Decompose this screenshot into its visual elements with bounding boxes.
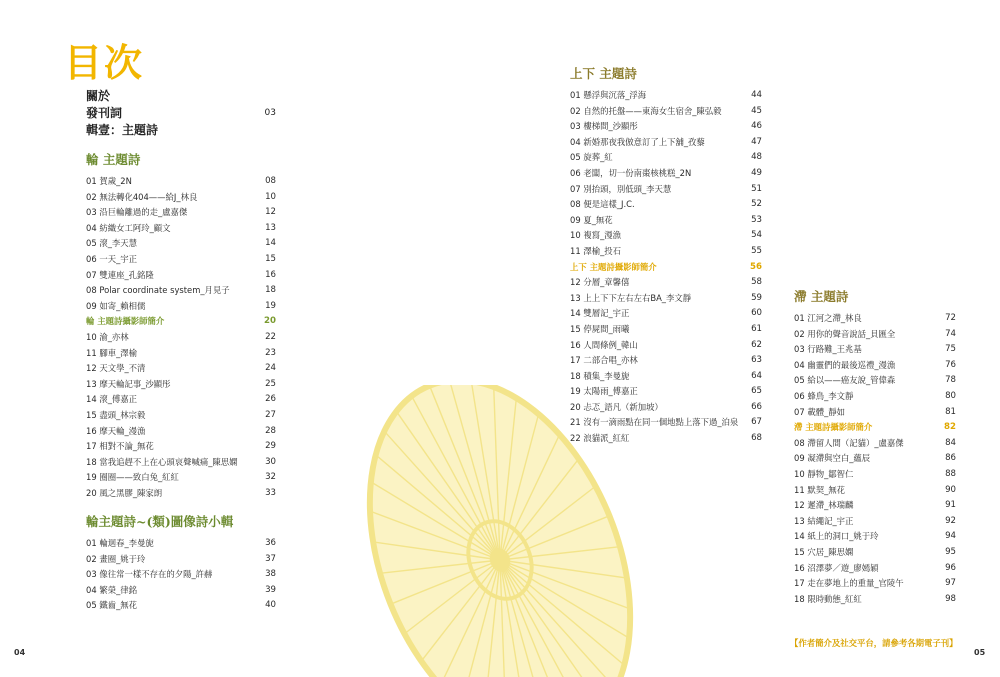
toc-entry-title: 13 結繩記_宇正	[794, 515, 854, 526]
toc-entry[interactable]	[570, 400, 762, 416]
page-number-left: 04	[14, 648, 26, 657]
toc-entry-page: 32	[265, 472, 276, 483]
toc-entry[interactable]	[570, 322, 762, 338]
toc-entry-page: 95	[945, 546, 956, 557]
toc-entry-page: 61	[751, 323, 762, 334]
toc-entry-title: 18 限時動態_紅紅	[794, 593, 862, 604]
toc-entry-page: 27	[265, 409, 276, 420]
toc-entry-page: 90	[945, 484, 956, 495]
toc-entry-title: 10 渝_亦林	[86, 331, 129, 342]
toc-entry-page: 96	[945, 562, 956, 573]
toc-entry[interactable]	[570, 275, 762, 291]
toc-entry[interactable]	[86, 174, 276, 190]
toc-entry-page: 64	[751, 370, 762, 381]
toc-entry-page: 30	[265, 456, 276, 467]
toc-entry[interactable]	[794, 529, 956, 545]
toc-entry-title: 02 無法轉化404——給J_林良	[86, 191, 198, 202]
front-item[interactable]: 關於	[86, 89, 111, 103]
toc-entry-title: 02 畫圈_姚于玲	[86, 553, 146, 564]
toc-entry-page: 53	[751, 214, 762, 225]
toc-entry[interactable]	[570, 213, 762, 229]
toc-entry-page: 86	[945, 453, 956, 464]
toc-entry[interactable]	[86, 299, 276, 315]
toc-entry-page: 24	[265, 363, 276, 374]
toc-entry-page: 29	[265, 441, 276, 452]
toc-entry-title: 上下 主題詩攝影師簡介	[570, 261, 657, 272]
toc-entry-page: 39	[265, 584, 276, 595]
toc-entry-page: 74	[945, 328, 956, 339]
toc-entry-page: 26	[265, 394, 276, 405]
toc-entry-page: 68	[751, 433, 762, 444]
toc-entry-page: 72	[945, 313, 956, 323]
toc-entry-title: 18 當我追趕不上在心頭哀聲喊痛_陳思嫻	[86, 456, 238, 467]
toc-entry-page: 20	[264, 316, 276, 327]
toc-entry-title: 05 鐵齒_無花	[86, 600, 138, 611]
toc-entry-page: 59	[751, 292, 762, 303]
toc-entry[interactable]	[570, 166, 762, 182]
toc-entry-page: 15	[265, 253, 276, 264]
toc-entry[interactable]	[86, 252, 276, 268]
toc-entry[interactable]	[794, 373, 956, 389]
toc-entry-page: 65	[751, 386, 762, 397]
toc-entry[interactable]	[570, 260, 762, 276]
toc-entry-title: 19 太陽雨_傅嘉正	[570, 386, 638, 397]
toc-entry[interactable]	[794, 342, 956, 358]
toc-entry[interactable]	[570, 306, 762, 322]
toc-entry[interactable]	[570, 119, 762, 135]
section-title: 輪 主題詩	[86, 152, 141, 167]
toc-entry[interactable]	[86, 283, 276, 299]
toc-entry-page: 51	[751, 183, 762, 194]
toc-entry-page: 45	[751, 105, 762, 116]
toc-entry-page: 22	[265, 331, 276, 342]
toc-entry[interactable]	[570, 415, 762, 431]
toc-entry-title: 17 相對不論_無花	[86, 441, 154, 452]
toc-entry-title: 09 夏_無花	[570, 214, 613, 225]
toc-entry[interactable]	[570, 353, 762, 369]
toc-entry[interactable]	[86, 346, 276, 362]
toc-entry-title: 14 滾_傅嘉正	[86, 394, 138, 405]
author-note: 【作者簡介及社交平台，請參考各期電子刊】	[790, 638, 958, 648]
toc-entry[interactable]	[794, 389, 956, 405]
toc-entry-title: 10 複寫_漫漁	[570, 230, 622, 241]
toc-entry-page: 10	[265, 191, 276, 202]
toc-entry-page: 75	[945, 344, 956, 355]
toc-entry-page: 63	[751, 355, 762, 366]
toc-entry-title: 15 盡頭_林宗毅	[86, 409, 146, 420]
toc-entry[interactable]	[86, 314, 276, 330]
toc-entry[interactable]	[86, 598, 276, 614]
front-item[interactable]: 輯壹：主題詩	[86, 123, 159, 137]
section-concrete-poetry	[86, 512, 276, 614]
toc-entry-page: 56	[750, 261, 762, 272]
page-number-right: 05	[974, 648, 986, 657]
toc-entry-title: 16 人間條例_韓山	[570, 339, 638, 350]
toc-entry[interactable]	[794, 451, 956, 467]
toc-entry-title: 11 默契_無花	[794, 484, 846, 495]
toc-entry-title: 04 繁榮_律銘	[86, 584, 138, 595]
toc-entry[interactable]	[794, 420, 956, 436]
toc-entry-page: 49	[751, 167, 762, 178]
toc-entry[interactable]	[86, 455, 276, 471]
toc-entry-title: 滯 主題詩攝影師簡介	[794, 422, 873, 433]
toc-entry-page: 12	[265, 207, 276, 218]
toc-entry-title: 03 像往常一樣不存在的夕陽_許赫	[86, 569, 213, 580]
toc-entry-page: 33	[265, 487, 276, 498]
front-item[interactable]: 發刊詞 03	[86, 106, 276, 120]
toc-entry-page: 14	[265, 238, 276, 249]
toc-entry[interactable]	[570, 197, 762, 213]
toc-entry-title: 09 凝滯與空白_蘊辰	[794, 453, 871, 464]
toc-entry-page: 23	[265, 347, 276, 358]
toc-entry-title: 17 二部合唱_亦林	[570, 355, 638, 366]
toc-entry-title: 06 老闆，切一份南棗核桃糕_2N	[570, 167, 692, 178]
toc-entry-title: 15 穴居_陳思嫻	[794, 546, 854, 557]
toc-entry[interactable]	[86, 583, 276, 599]
toc-entry-page: 18	[265, 285, 276, 296]
toc-entry-title: 01 懸浮與沉落_浮海	[570, 90, 647, 100]
toc-entry[interactable]	[570, 135, 762, 151]
toc-entry-title: 06 蜂鳥_李文靜	[794, 390, 854, 401]
toc-entry[interactable]	[794, 405, 956, 421]
toc-entry-page: 60	[751, 308, 762, 319]
toc-entry-title: 07 載體_靜如	[794, 406, 846, 417]
toc-entry-page: 76	[945, 359, 956, 370]
toc-entry[interactable]	[570, 150, 762, 166]
section-shangxia	[570, 64, 762, 447]
toc-entry[interactable]	[86, 392, 276, 408]
toc-entry[interactable]	[794, 358, 956, 374]
toc-entry-title: 05 滾_李天慧	[86, 238, 138, 249]
toc-entry-page: 78	[945, 375, 956, 386]
toc-entry[interactable]	[86, 486, 276, 502]
toc-entry[interactable]	[86, 424, 276, 440]
toc-entry-title: 11 澤榆_投石	[570, 245, 622, 256]
toc-entry[interactable]	[86, 536, 276, 552]
toc-entry-title: 10 靜物_鄒智仁	[794, 468, 854, 479]
toc-entry-title: 01 輪迴春_李曼旎	[86, 538, 154, 548]
toc-entry-title: 13 上上下下左右左右BA_李文靜	[570, 292, 692, 303]
toc-entry-title: 03 沿巨輪離過的走_盧嘉傑	[86, 207, 188, 218]
toc-entry-title: 03 行路難_王兆基	[794, 344, 862, 355]
toc-entry-page: 94	[945, 531, 956, 542]
toc-entry[interactable]	[794, 436, 956, 452]
toc-entry-title: 14 雙層記_宇正	[570, 308, 630, 319]
toc-entry-page: 82	[944, 422, 956, 433]
toc-entry-page: 67	[751, 417, 762, 428]
toc-entry-page: 25	[265, 378, 276, 389]
toc-entry[interactable]	[570, 244, 762, 260]
toc-entry[interactable]	[570, 338, 762, 354]
toc-entry[interactable]	[570, 104, 762, 120]
toc-entry-page: 13	[265, 222, 276, 233]
toc-entry-title: 07 別抬頭，別低頭_李天慧	[570, 183, 672, 194]
toc-entry-page: 92	[945, 515, 956, 526]
toc-entry-title: 01 賀歲_2N	[86, 176, 132, 186]
toc-entry[interactable]	[794, 311, 956, 327]
toc-entry[interactable]	[794, 467, 956, 483]
toc-entry[interactable]	[794, 498, 956, 514]
toc-entry-page: 66	[751, 401, 762, 412]
toc-entry-page: 46	[751, 121, 762, 132]
toc-entry-title: 04 幽靈們的最後巡禮_漫漁	[794, 359, 896, 370]
toc-entry-page: 36	[265, 538, 276, 548]
toc-entry-page: 28	[265, 425, 276, 436]
toc-entry-page: 44	[751, 90, 762, 100]
toc-entry-page: 40	[265, 600, 276, 611]
toc-entry-page: 16	[265, 269, 276, 280]
toc-entry[interactable]	[86, 205, 276, 221]
toc-entry[interactable]	[570, 369, 762, 385]
page-title: 目次	[64, 40, 145, 85]
toc-entry[interactable]	[794, 576, 956, 592]
toc-entry-page: 97	[945, 578, 956, 589]
toc-entry-page: 91	[945, 500, 956, 511]
toc-entry-page: 80	[945, 390, 956, 401]
section-lun	[86, 150, 276, 501]
toc-entry-title: 03 樓梯間_沙顯彤	[570, 121, 638, 132]
toc-entry[interactable]	[794, 514, 956, 530]
right-page	[500, 0, 1000, 677]
toc-entry[interactable]	[86, 236, 276, 252]
toc-entry[interactable]	[570, 384, 762, 400]
toc-entry-page: 81	[945, 406, 956, 417]
toc-entry-title: 16 沼澤夢／遊_廖嫣穎	[794, 562, 879, 573]
toc-entry-title: 09 如寄_賴相儒	[86, 300, 146, 311]
toc-entry[interactable]	[86, 439, 276, 455]
toc-entry-page: 55	[751, 245, 762, 256]
toc-entry-title: 12 分層_章馨僖	[570, 277, 630, 288]
toc-entry-title: 20 忐忑_語凡（新加坡）	[570, 401, 663, 412]
toc-entry-title: 05 旋葬_紅	[570, 152, 613, 163]
toc-entry-title: 16 摩天輪_漫漁	[86, 425, 146, 436]
toc-entry[interactable]	[570, 431, 762, 447]
section-title: 滯 主題詩	[794, 289, 849, 304]
toc-entry-title: 07 雙連座_孔銘隆	[86, 269, 154, 280]
toc-entry[interactable]	[86, 190, 276, 206]
toc-entry[interactable]	[86, 408, 276, 424]
toc-entry-title: 18 積集_李曼旎	[570, 370, 630, 381]
toc-entry-page: 08	[265, 176, 276, 186]
toc-entry[interactable]	[86, 268, 276, 284]
toc-entry-title: 02 用你的聲音說話_貝匯全	[794, 328, 896, 339]
toc-entry-title: 02 自然的托盤——東海女生宿舍_陳弘毅	[570, 105, 722, 116]
toc-entry-title: 08 滯留人間（記貓）_盧嘉傑	[794, 437, 904, 448]
toc-entry[interactable]	[86, 221, 276, 237]
toc-entry-page: 84	[945, 437, 956, 448]
toc-entry-page: 98	[945, 593, 956, 604]
toc-entry-title: 08 便是這樣_J.C.	[570, 199, 635, 210]
toc-entry-page: 58	[751, 277, 762, 288]
section-zhi	[794, 287, 956, 607]
toc-entry-title: 13 摩天輪記事_沙顯彤	[86, 378, 171, 389]
toc-entry[interactable]	[794, 545, 956, 561]
toc-entry-page: 48	[751, 152, 762, 163]
toc-entry-title: 22 浪貓派_紅紅	[570, 433, 630, 444]
toc-entry[interactable]	[794, 327, 956, 343]
toc-entry-title: 14 紙上的洞口_姚于玲	[794, 531, 879, 542]
toc-entry-title: 04 紡織女工阿玲_顧文	[86, 222, 171, 233]
toc-entry[interactable]	[570, 228, 762, 244]
toc-entry[interactable]	[794, 483, 956, 499]
toc-entry-title: 12 遲滯_林瑞麟	[794, 500, 854, 511]
toc-entry[interactable]	[86, 330, 276, 346]
toc-entry-title: 05 給以——癌友說_管偉森	[794, 375, 896, 386]
toc-entry-title: 06 一天_宇正	[86, 253, 138, 264]
toc-entry-page: 62	[751, 339, 762, 350]
section-title: 上下 主題詩	[570, 66, 637, 81]
toc-entry[interactable]	[86, 377, 276, 393]
section-title: 輪主題詩~(類)圖像詩小輯	[86, 514, 234, 529]
toc-entry[interactable]	[86, 552, 276, 568]
toc-entry-page: 19	[265, 300, 276, 311]
toc-entry-title: 輪 主題詩攝影師簡介	[86, 316, 165, 327]
toc-entry-title: 19 圈圈——致白兔_紅紅	[86, 472, 179, 483]
toc-entry-title: 11 腳車_澤榆	[86, 347, 138, 358]
toc-entry-title: 01 江河之滯_林良	[794, 313, 862, 323]
toc-entry[interactable]	[794, 592, 956, 608]
toc-entry-title: 12 天文學_不清	[86, 363, 146, 374]
front-matter-list	[86, 88, 276, 139]
toc-entry[interactable]	[570, 182, 762, 198]
toc-entry-page: 88	[945, 468, 956, 479]
toc-entry-title: 08 Polar coordinate system_月見子	[86, 285, 230, 296]
toc-entry-page: 37	[265, 553, 276, 564]
toc-entry-title: 15 停屍間_雨曦	[570, 323, 630, 334]
toc-entry-title: 20 風之黑膠_陳家朗	[86, 487, 163, 498]
toc-entry[interactable]	[570, 88, 762, 104]
toc-entry-title: 17 走在夢地上的重量_官陵午	[794, 578, 904, 589]
toc-entry[interactable]	[86, 470, 276, 486]
toc-entry[interactable]	[570, 291, 762, 307]
toc-entry[interactable]	[86, 567, 276, 583]
toc-entry-page: 54	[751, 230, 762, 241]
toc-entry-title: 21 沒有一滴雨點在同一個地點上落下過_泊泉	[570, 417, 739, 428]
toc-entry[interactable]	[86, 361, 276, 377]
toc-entry[interactable]	[794, 561, 956, 577]
toc-entry-page: 38	[265, 569, 276, 580]
toc-entry-page: 47	[751, 136, 762, 147]
toc-entry-page: 52	[751, 199, 762, 210]
toc-entry-title: 04 新婚那夜我倣意訂了上下舖_孜藜	[570, 136, 705, 147]
